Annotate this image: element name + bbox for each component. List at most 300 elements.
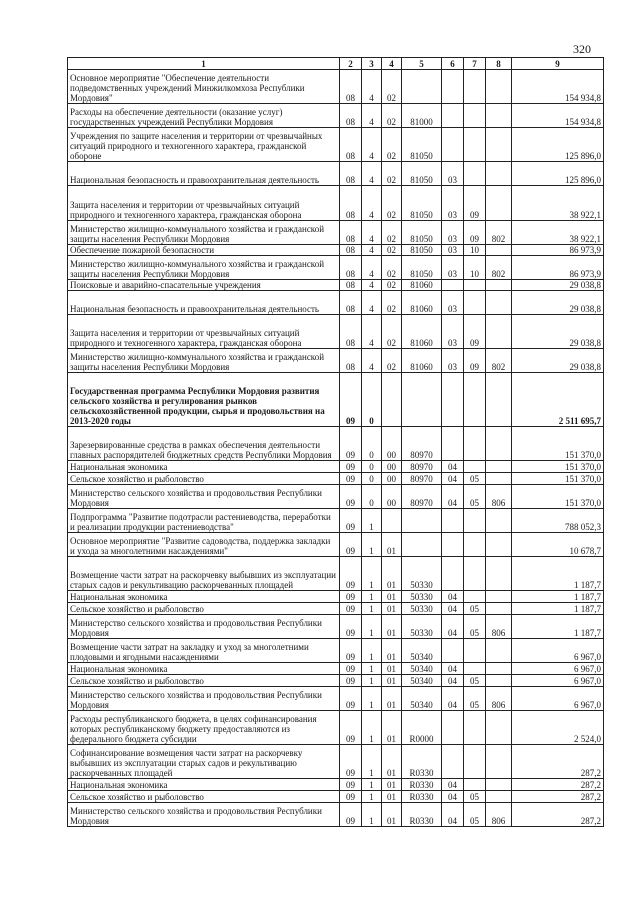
chapter-code-cell: 09 [340,533,362,557]
direction-code-cell: R0330 [402,745,442,779]
program-code-cell: 4 [362,280,382,291]
direction-code-cell: R0330 [402,803,442,827]
table-row [68,70,604,104]
amount-cell: 6 967,0 [512,663,604,675]
row-name-cell: Национальная безопасность и правоохранительная деятельность [68,291,340,315]
table-row [68,791,604,803]
row-name-cell: Софинансирование возмещения части затрат на раскорчевку выбывших из эксплуатации старых садов и рекультивацию раскорчеванных площадей [68,745,340,779]
subsection-code-cell [464,591,486,603]
direction-code-cell: 50340 [402,663,442,675]
row-name-cell: Министерство сельского хозяйства и продовольствия Республики Мордовия [68,485,340,509]
expense-type-cell [486,162,512,186]
section-code-cell: 04 [442,591,464,603]
subprogram-code-cell: 02 [382,104,402,128]
subsection-code-cell: 05 [464,485,486,509]
table-row [68,461,604,473]
section-code-cell: 04 [442,603,464,615]
program-code-cell: 1 [362,711,382,745]
expense-type-cell: 806 [486,485,512,509]
section-code-cell: 04 [442,473,464,485]
subprogram-code-cell [382,373,402,427]
subsection-code-cell: 09 [464,315,486,349]
expense-type-cell [486,280,512,291]
chapter-code-cell: 08 [340,221,362,245]
expense-type-cell [486,291,512,315]
amount-cell: 154 934,8 [512,104,604,128]
table-row [68,591,604,603]
table-row [68,256,604,280]
row-name-cell: Подпрограмма "Развитие подотрасли растениеводства, переработки и реализации продукции растениеводства" [68,509,340,533]
section-code-cell [442,280,464,291]
section-code-cell: 03 [442,221,464,245]
section-code-cell [442,104,464,128]
chapter-code-cell: 09 [340,615,362,639]
direction-code-cell: 81050 [402,128,442,162]
program-code-cell: 1 [362,533,382,557]
table-row [68,639,604,663]
expense-type-cell [486,186,512,221]
header-cell: 4 [382,58,402,70]
chapter-code-cell: 09 [340,509,362,533]
subprogram-code-cell: 01 [382,615,402,639]
row-name-cell: Основное мероприятие "Обеспечение деятельности подведомственных учреждений Минжилкомхоза Республики Мордовия" [68,70,340,104]
subprogram-code-cell: 01 [382,533,402,557]
program-code-cell: 0 [362,461,382,473]
program-code-cell: 4 [362,128,382,162]
chapter-code-cell: 08 [340,280,362,291]
subprogram-code-cell: 02 [382,245,402,256]
chapter-code-cell: 09 [340,791,362,803]
section-code-cell: 04 [442,675,464,687]
direction-code-cell: 80970 [402,461,442,473]
row-name-cell: Сельское хозяйство и рыболовство [68,675,340,687]
direction-code-cell [402,70,442,104]
direction-code-cell: 50340 [402,675,442,687]
amount-cell: 151 370,0 [512,473,604,485]
program-code-cell: 0 [362,485,382,509]
expense-type-cell [486,473,512,485]
header-cell: 1 [68,58,340,70]
subsection-code-cell [464,779,486,791]
row-name-cell: Министерство сельского хозяйства и продовольствия Республики Мордовия [68,803,340,827]
expense-type-cell [486,509,512,533]
section-code-cell [442,373,464,427]
subprogram-code-cell: 01 [382,791,402,803]
table-row [68,128,604,162]
amount-cell: 86 973,9 [512,245,604,256]
amount-cell: 287,2 [512,791,604,803]
subprogram-code-cell: 02 [382,162,402,186]
chapter-code-cell: 09 [340,485,362,509]
chapter-code-cell: 09 [340,779,362,791]
amount-cell: 6 967,0 [512,687,604,711]
chapter-code-cell: 09 [340,427,362,461]
chapter-code-cell: 09 [340,639,362,663]
subprogram-code-cell: 01 [382,663,402,675]
subprogram-code-cell: 00 [382,461,402,473]
row-name-cell: Государственная программа Республики Мордовия развития сельского хозяйства и регулирования рынков сельскохозяйственной продукции, сырья и продовольствия на 2013-2020 годы [68,373,340,427]
subsection-code-cell [464,128,486,162]
expense-type-cell: 806 [486,687,512,711]
program-code-cell: 1 [362,615,382,639]
row-name-cell: Возмещение части затрат на закладку и уход за многолетними плодовыми и ягодными насаждениями [68,639,340,663]
program-code-cell: 1 [362,779,382,791]
subprogram-code-cell: 02 [382,280,402,291]
subprogram-code-cell: 01 [382,745,402,779]
subprogram-code-cell: 02 [382,70,402,104]
direction-code-cell [402,509,442,533]
row-name-cell: Министерство жилищно-коммунального хозяйства и гражданской защиты населения Республики Мордовия [68,221,340,245]
program-code-cell: 1 [362,663,382,675]
row-name-cell: Национальная безопасность и правоохранительная деятельность [68,162,340,186]
expense-type-cell [486,663,512,675]
table-row [68,557,604,591]
subsection-code-cell: 05 [464,615,486,639]
section-code-cell: 03 [442,186,464,221]
section-code-cell: 03 [442,315,464,349]
chapter-code-cell: 09 [340,591,362,603]
expense-type-cell: 802 [486,256,512,280]
table-row [68,221,604,245]
subprogram-code-cell: 01 [382,803,402,827]
header-cell: 8 [486,58,512,70]
subsection-code-cell: 09 [464,221,486,245]
subprogram-code-cell: 00 [382,485,402,509]
row-name-cell: Сельское хозяйство и рыболовство [68,791,340,803]
subsection-code-cell [464,373,486,427]
amount-cell: 2 511 695,7 [512,373,604,427]
subsection-code-cell [464,291,486,315]
direction-code-cell: 81060 [402,349,442,373]
amount-cell: 287,2 [512,803,604,827]
direction-code-cell: R0000 [402,711,442,745]
expense-type-cell [486,557,512,591]
expense-type-cell: 802 [486,221,512,245]
subsection-code-cell [464,509,486,533]
expense-type-cell [486,70,512,104]
section-code-cell [442,557,464,591]
subsection-code-cell [464,639,486,663]
direction-code-cell: 50340 [402,639,442,663]
section-code-cell: 03 [442,291,464,315]
direction-code-cell: 81000 [402,104,442,128]
program-code-cell: 1 [362,557,382,591]
row-name-cell: Сельское хозяйство и рыболовство [68,473,340,485]
chapter-code-cell: 09 [340,473,362,485]
row-name-cell: Национальная экономика [68,461,340,473]
table-row [68,104,604,128]
direction-code-cell: 50330 [402,615,442,639]
program-code-cell: 4 [362,162,382,186]
amount-cell: 29 038,8 [512,315,604,349]
direction-code-cell: R0330 [402,791,442,803]
subsection-code-cell: 05 [464,473,486,485]
section-code-cell [442,427,464,461]
program-code-cell: 4 [362,349,382,373]
direction-code-cell [402,533,442,557]
header-cell: 6 [442,58,464,70]
subsection-code-cell [464,104,486,128]
section-code-cell [442,639,464,663]
table-row [68,663,604,675]
program-code-cell: 1 [362,803,382,827]
row-name-cell: Зарезервированные средства в рамках обеспечения деятельности главных распорядителей бюджетных средств Республики Мордовия [68,427,340,461]
chapter-code-cell: 09 [340,675,362,687]
table-row [68,373,604,427]
amount-cell: 125 896,0 [512,162,604,186]
table-row [68,509,604,533]
section-code-cell: 03 [442,245,464,256]
row-name-cell: Национальная экономика [68,663,340,675]
expense-type-cell [486,427,512,461]
chapter-code-cell: 09 [340,803,362,827]
section-code-cell: 04 [442,687,464,711]
table-row [68,615,604,639]
header-cell: 7 [464,58,486,70]
expense-type-cell [486,591,512,603]
program-code-cell: 1 [362,791,382,803]
expense-type-cell [486,128,512,162]
chapter-code-cell: 09 [340,603,362,615]
direction-code-cell: 80970 [402,485,442,509]
chapter-code-cell: 08 [340,315,362,349]
section-code-cell: 04 [442,663,464,675]
subprogram-code-cell: 01 [382,711,402,745]
row-name-cell: Сельское хозяйство и рыболовство [68,603,340,615]
amount-cell: 154 934,8 [512,70,604,104]
table-row [68,675,604,687]
amount-cell: 1 187,7 [512,615,604,639]
chapter-code-cell: 08 [340,70,362,104]
table-row [68,291,604,315]
row-name-cell: Основное мероприятие "Развитие садоводства, поддержка закладки и ухода за многолетними насаждениями" [68,533,340,557]
expense-type-cell: 806 [486,615,512,639]
section-code-cell [442,711,464,745]
amount-cell: 2 524,0 [512,711,604,745]
amount-cell: 6 967,0 [512,675,604,687]
expense-type-cell [486,791,512,803]
subsection-code-cell [464,427,486,461]
subprogram-code-cell: 02 [382,349,402,373]
direction-code-cell: 81050 [402,162,442,186]
amount-cell: 6 967,0 [512,639,604,663]
table-row [68,427,604,461]
expense-type-cell [486,603,512,615]
section-code-cell: 04 [442,615,464,639]
amount-cell: 29 038,8 [512,291,604,315]
direction-code-cell: 81050 [402,256,442,280]
section-code-cell: 04 [442,779,464,791]
table-row [68,186,604,221]
section-code-cell [442,70,464,104]
subprogram-code-cell: 00 [382,427,402,461]
table-row [68,315,604,349]
section-code-cell [442,745,464,779]
subsection-code-cell [464,745,486,779]
subsection-code-cell [464,533,486,557]
subprogram-code-cell: 01 [382,675,402,687]
header-cell: 2 [340,58,362,70]
table-row [68,280,604,291]
program-code-cell: 1 [362,745,382,779]
row-name-cell: Поисковые и аварийно-спасательные учреждения [68,280,340,291]
amount-cell: 151 370,0 [512,485,604,509]
table-row [68,779,604,791]
chapter-code-cell: 09 [340,663,362,675]
subprogram-code-cell: 02 [382,315,402,349]
table-row [68,603,604,615]
section-code-cell: 03 [442,256,464,280]
table-row [68,745,604,779]
subprogram-code-cell: 01 [382,591,402,603]
subsection-code-cell [464,70,486,104]
direction-code-cell: 80970 [402,473,442,485]
program-code-cell: 1 [362,675,382,687]
direction-code-cell: 50330 [402,591,442,603]
subprogram-code-cell: 00 [382,473,402,485]
budget-table [67,57,604,827]
subprogram-code-cell: 01 [382,557,402,591]
subprogram-code-cell: 02 [382,128,402,162]
chapter-code-cell: 08 [340,291,362,315]
amount-cell: 125 896,0 [512,128,604,162]
section-code-cell [442,533,464,557]
subsection-code-cell: 05 [464,675,486,687]
subprogram-code-cell: 02 [382,291,402,315]
subsection-code-cell: 10 [464,245,486,256]
section-code-cell: 04 [442,461,464,473]
program-code-cell: 4 [362,291,382,315]
expense-type-cell [486,675,512,687]
header-cell: 3 [362,58,382,70]
program-code-cell: 1 [362,687,382,711]
amount-cell: 287,2 [512,779,604,791]
program-code-cell: 4 [362,104,382,128]
table-row [68,245,604,256]
subprogram-code-cell: 01 [382,687,402,711]
table-row [68,485,604,509]
header-cell: 5 [402,58,442,70]
row-name-cell: Обеспечение пожарной безопасности [68,245,340,256]
direction-code-cell: 50330 [402,603,442,615]
subprogram-code-cell: 02 [382,186,402,221]
direction-code-cell: 81050 [402,221,442,245]
chapter-code-cell: 08 [340,104,362,128]
row-name-cell: Национальная экономика [68,779,340,791]
row-name-cell: Министерство жилищно-коммунального хозяйства и гражданской защиты населения Республики Мордовия [68,349,340,373]
subsection-code-cell [464,557,486,591]
program-code-cell: 4 [362,70,382,104]
amount-cell: 29 038,8 [512,349,604,373]
direction-code-cell: 81050 [402,245,442,256]
expense-type-cell [486,373,512,427]
subsection-code-cell [464,663,486,675]
direction-code-cell: 50340 [402,687,442,711]
chapter-code-cell: 08 [340,349,362,373]
row-name-cell: Расходы республиканского бюджета, в целях софинансирования которых республиканскому бюджету предоставляются из федерального бюджета субсидии [68,711,340,745]
subprogram-code-cell [382,509,402,533]
table-row [68,711,604,745]
subsection-code-cell: 10 [464,256,486,280]
program-code-cell: 1 [362,603,382,615]
table-row [68,162,604,186]
chapter-code-cell: 09 [340,557,362,591]
section-code-cell: 04 [442,485,464,509]
program-code-cell: 1 [362,591,382,603]
amount-cell: 38 922,1 [512,186,604,221]
program-code-cell: 1 [362,639,382,663]
program-code-cell: 0 [362,373,382,427]
row-name-cell: Министерство сельского хозяйства и продовольствия Республики Мордовия [68,687,340,711]
amount-cell: 38 922,1 [512,221,604,245]
expense-type-cell: 802 [486,349,512,373]
chapter-code-cell: 09 [340,461,362,473]
row-name-cell: Защита населения и территории от чрезвычайных ситуаций природного и техногенного характера, гражданская оборона [68,186,340,221]
subsection-code-cell [464,461,486,473]
row-name-cell: Министерство сельского хозяйства и продовольствия Республики Мордовия [68,615,340,639]
program-code-cell: 4 [362,245,382,256]
table-row [68,533,604,557]
subprogram-code-cell: 01 [382,779,402,791]
chapter-code-cell: 09 [340,687,362,711]
row-name-cell: Национальная экономика [68,591,340,603]
expense-type-cell [486,315,512,349]
chapter-code-cell: 09 [340,373,362,427]
subsection-code-cell [464,280,486,291]
amount-cell: 151 370,0 [512,427,604,461]
subsection-code-cell: 09 [464,349,486,373]
program-code-cell: 4 [362,256,382,280]
program-code-cell: 4 [362,221,382,245]
chapter-code-cell: 08 [340,186,362,221]
amount-cell: 10 678,7 [512,533,604,557]
row-name-cell: Расходы на обеспечение деятельности (оказание услуг) государственных учреждений Республики Мордовия [68,104,340,128]
table-row [68,803,604,827]
chapter-code-cell: 08 [340,128,362,162]
amount-cell: 1 187,7 [512,557,604,591]
program-code-cell: 4 [362,315,382,349]
expense-type-cell: 806 [486,803,512,827]
table-header-row [68,58,604,70]
direction-code-cell: 80970 [402,427,442,461]
amount-cell: 86 973,9 [512,256,604,280]
expense-type-cell [486,745,512,779]
chapter-code-cell: 09 [340,745,362,779]
expense-type-cell [486,779,512,791]
direction-code-cell [402,373,442,427]
row-name-cell: Учреждения по защите населения и территории от чрезвычайных ситуаций природного и техногенного характера, гражданской обороне [68,128,340,162]
amount-cell: 1 187,7 [512,603,604,615]
subprogram-code-cell: 02 [382,221,402,245]
section-code-cell: 04 [442,791,464,803]
expense-type-cell [486,245,512,256]
expense-type-cell [486,711,512,745]
subsection-code-cell: 09 [464,186,486,221]
subsection-code-cell [464,711,486,745]
amount-cell: 29 038,8 [512,280,604,291]
chapter-code-cell: 09 [340,711,362,745]
expense-type-cell [486,639,512,663]
amount-cell: 151 370,0 [512,461,604,473]
subprogram-code-cell: 02 [382,256,402,280]
subsection-code-cell: 05 [464,603,486,615]
table-row [68,349,604,373]
program-code-cell: 0 [362,473,382,485]
direction-code-cell: 50330 [402,557,442,591]
chapter-code-cell: 08 [340,245,362,256]
section-code-cell [442,509,464,533]
section-code-cell [442,128,464,162]
